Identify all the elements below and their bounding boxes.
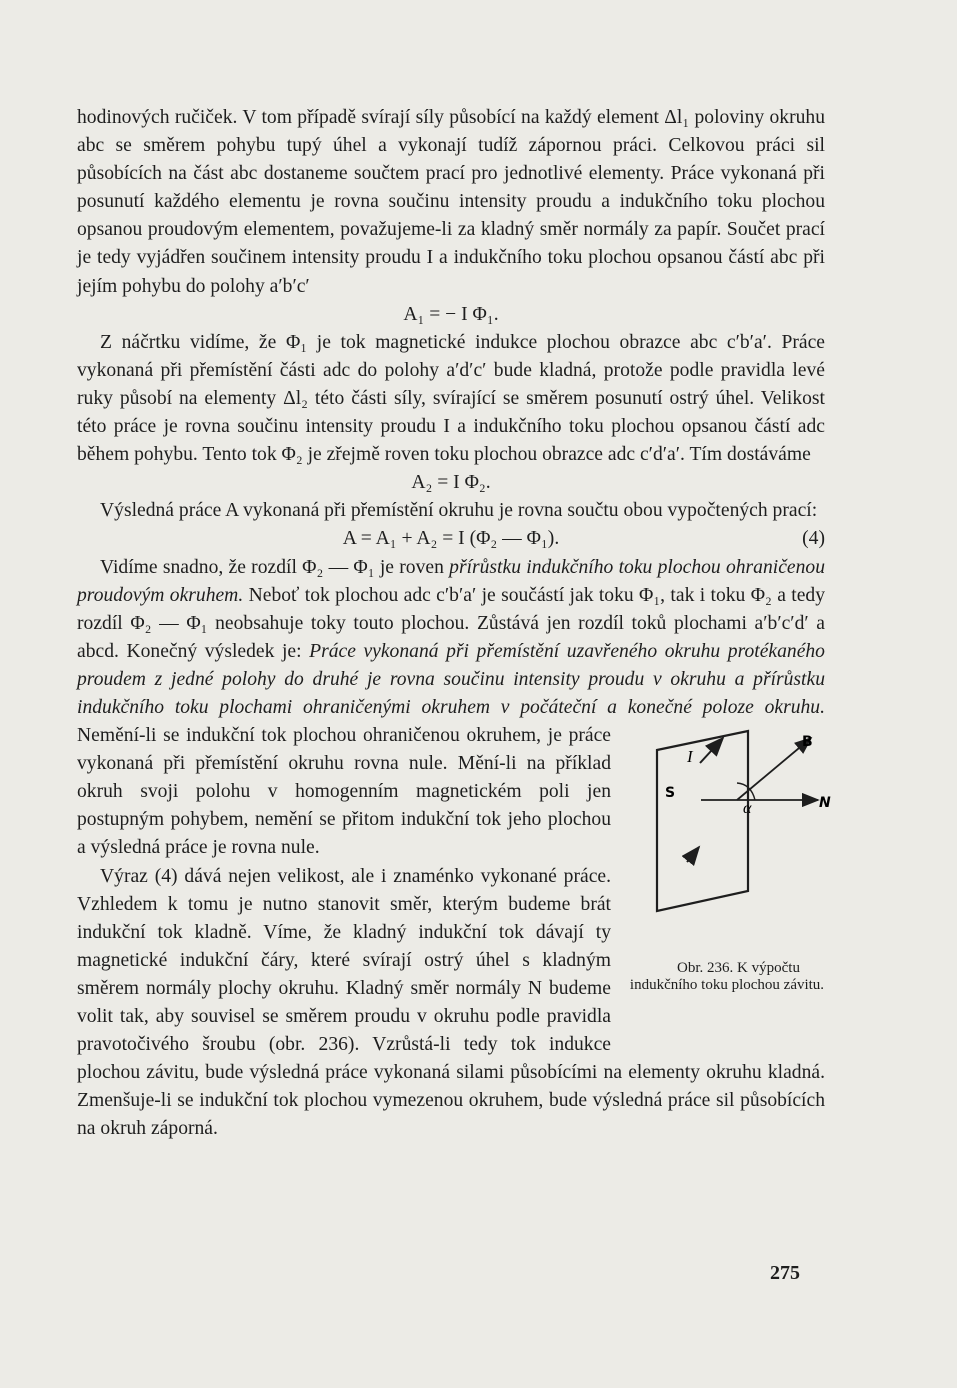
- current-loop: [657, 731, 748, 911]
- equation-4-number: (4): [802, 528, 825, 550]
- figure-236: [625, 726, 829, 1034]
- paragraph-1: hodinových ručiček. V tom případě svírají síly působící na každý element Δl₁ poloviny okruhu abc se směrem pohybu tupý úhel a vykonají tudíž zápornou práci. Celkovou práci sil působících na část abc dostaneme součtem prací pro jednotlivé elementy. Práce vykonaná při posunutí každého elementu je rovna součinu intensity proudu a indukčního toku plochou opsanou proudovým elementem, považujeme-li za kladný směr normály za papír. Součet prací je tedy vyjádřen součinem intensity proudu I a indukčního toku plochou opsanou částí abc při jejím pohybu do polohy a′b′c′: [77, 107, 825, 297]
- equation-a2: A₂ = I Φ₂.: [411, 472, 491, 494]
- paragraph-4-a: Vidíme snadno, že rozdíl Φ₂ — Φ₁ je roven: [100, 556, 450, 578]
- equation-4: [77, 525, 825, 553]
- figure-caption: Obr. 236. K výpočtu indukčního toku plochou závitu.: [629, 960, 825, 994]
- equation-4-body: A = A₁ + A₂ = I (Φ₂ — Φ₁).: [342, 528, 560, 550]
- paragraph-4-e: Nemění-li se indukční tok plochou ohraničenou okruhem, je práce vykonaná při přemístění okruhu rovna nule. Mění-li na příklad okruh svoji polohu v homogenním magnetickém poli jen postupným pohybem, nemění se přitom indukční tok jeho plochou a výsledná práce je rovna nule.: [77, 725, 611, 859]
- paragraph-4-d: Práce vykonaná při přemístění uzavřeného okruhu protékaného proudem z jedné polohy do druhé je rovna součinu intensity proudu v okruhu a přírůstku indukčního toku plochami ohraničenými okruhem v počáteční a konečné poloze okruhu.: [77, 640, 825, 718]
- paragraph-2: Z náčrtku vidíme, že Φ₁ je tok magnetické indukce plochou obrazce abc c′b′a′. Práce vykonaná při přemístění části adc do polohy a′d′c′ bude kladná, protože podle pravidla levé ruky působí na elementy Δl₂ této části síly, svírající se směrem posunutí ostrý úhel. Velikost této práce je rovna součinu intensity proudu I a indukčního toku plochou opsanou částí adc během pohybu. Tento tok Φ₂ je zřejmě roven toku plochou obrazce adc c′d′a′. Tím dostáváme: [77, 331, 825, 466]
- equation-a1: A₁ = − I Φ₁.: [403, 303, 499, 325]
- page-number: 275: [770, 1262, 800, 1284]
- loop-diagram: [625, 726, 829, 958]
- current-arrow: [700, 738, 723, 763]
- label-n: N: [819, 795, 831, 812]
- paragraph-5: Výraz (4) dává nejen velikost, ale i znaménko vykonané práce. Vzhledem k tomu je nutno stanovit směr, kterým budeme brát indukční tok kladně. Víme, že kladný indukční tok dávají ty magnetické indukční čáry, které svírají ostrý úhel s kladným směrem normály plochy okruhu. Kladný směr normály N budeme volit tak, aby souvisel se směrem proudu v okruhu podle pravidla pravotočivého šroubu (obr. 236). Vzrůstá-li tedy tok indukce plochou závitu, bude výsledná práce vykonaná silami působícími na elementy okruhu kladná. Zmenšuje-li se indukční tok plochou vymezenou okruhem, bude výsledná práce sil působících na okruh záporná.: [77, 865, 825, 1140]
- paragraph-4: [77, 554, 831, 994]
- body-text: [77, 104, 831, 1143]
- label-i: I: [687, 747, 693, 767]
- label-alpha: α: [743, 800, 752, 818]
- paragraph-3: Výsledná práce A vykonaná při přemístění okruhu je rovna součtu obou vypočtených prací:: [100, 500, 818, 522]
- paragraph-4-c: Neboť tok plochou adc c′b′a′ je součástí jak toku Φ₁, tak i toku Φ₂ a tedy rozdíl Φ₂ — Φ₁ neobsahuje toky touto plochou. Zůstává jen rozdíl toků plochami a′b′c′d′ a abcd. Konečný výsledek je:: [77, 584, 825, 662]
- label-b: B: [802, 734, 813, 751]
- label-s: S: [665, 785, 676, 802]
- paragraph-4-b: přírůstku indukčního toku plochou ohraničenou proudovým okruhem.: [77, 556, 826, 606]
- current-arrow-bottom: [687, 847, 699, 862]
